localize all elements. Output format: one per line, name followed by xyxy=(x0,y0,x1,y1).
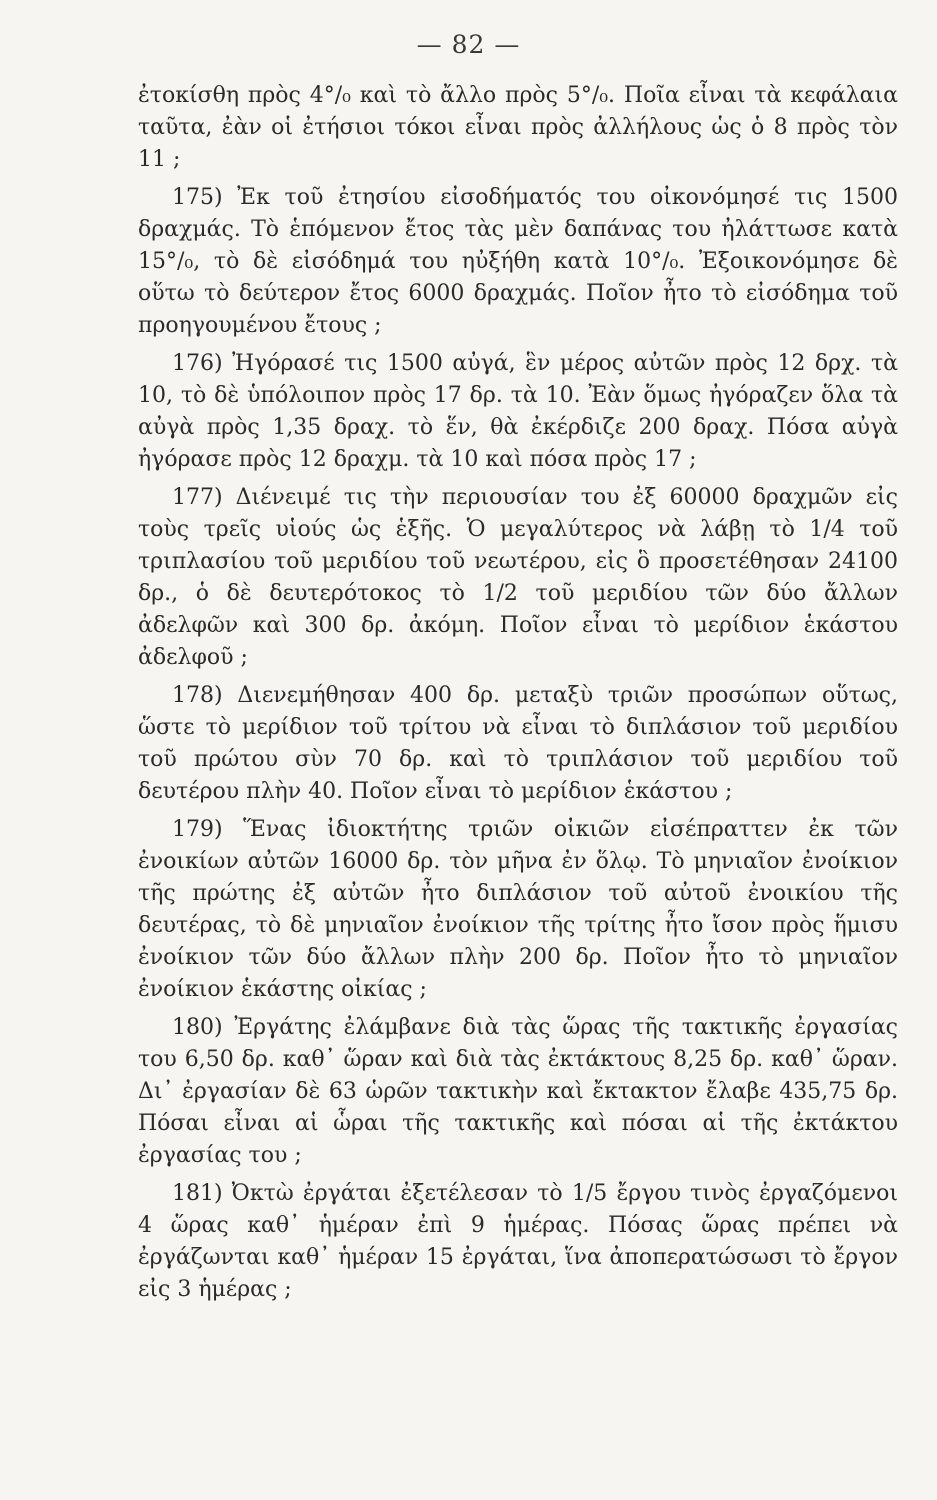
problem-181: 181) Ὀκτὼ ἐργάται ἐξετέλεσαν τὸ 1/5 ἔργου τινὸς ἐργαζόμενοι 4 ὥρας καθ᾽ ἡμέραν ἐπὶ 9 ἡμέρας. Πόσας ὥρας πρέπει νὰ ἐργάζωνται καθ᾽ ἡμέραν 15 ἐργάται, ἵνα ἀποπερατώσωσι τὸ ἔργον εἰς 3 ἡμέρας ; xyxy=(138,1181,898,1302)
paragraph-continuation: ἐτοκίσθη πρὸς 4°/₀ καὶ τὸ ἄλλο πρὸς 5°/₀. Ποῖα εἶναι τὰ κεφάλαια ταῦτα, ἐὰν οἱ ἐτήσιοι τόκοι εἶναι πρὸς ἀλλήλους ὡς ὁ 8 πρὸς τὸν 11 ; xyxy=(138,83,898,172)
problem-177: 177) Διένειμέ τις τὴν περιουσίαν του ἐξ 60000 δραχμῶν εἰς τοὺς τρεῖς υἱούς ὡς ἑξῆς. Ὁ μεγαλύτερος νὰ λάβῃ τὸ 1/4 τοῦ τριπλασίου τοῦ μεριδίου τοῦ νεωτέρου, εἰς ὃ προσετέθησαν 24100 δρ., ὁ δὲ δευτερότοκος τὸ 1/2 τοῦ μεριδίου τῶν δύο ἄλλων ἀδελφῶν καὶ 300 δρ. ἀκόμη. Ποῖον εἶναι τὸ μερίδιον ἑκάστου ἀδελφοῦ ; xyxy=(138,485,898,670)
page-number: — 82 — xyxy=(416,30,521,59)
problem-178: 178) Διενεμήθησαν 400 δρ. μεταξὺ τριῶν προσώπων οὕτως, ὥστε τὸ μερίδιον τοῦ τρίτου νὰ εἶναι τὸ διπλάσιον τοῦ μεριδίου τοῦ πρώτου σὺν 70 δρ. καὶ τὸ τριπλάσιον τοῦ μεριδίου τοῦ δευτέρου πλὴν 40. Ποῖον εἶναι τὸ μερίδιον ἑκάστου ; xyxy=(138,683,898,804)
page-text xyxy=(138,80,898,1312)
problem-180: 180) Ἐργάτης ἐλάμβανε διὰ τὰς ὥρας τῆς τακτικῆς ἐργασίας του 6,50 δρ. καθ᾽ ὥραν καὶ διὰ τὰς ἐκτάκτους 8,25 δρ. καθ᾽ ὥραν. Δι᾽ ἐργασίαν δὲ 63 ὡρῶν τακτικὴν καὶ ἔκτακτον ἔλαβε 435,75 δρ. Πόσαι εἶναι αἱ ὧραι τῆς τακτικῆς καὶ πόσαι αἱ τῆς ἐκτάκτου ἐργασίας του ; xyxy=(138,1015,898,1168)
problem-176: 176) Ἠγόρασέ τις 1500 αὐγά, ἓν μέρος αὐτῶν πρὸς 12 δρχ. τὰ 10, τὸ δὲ ὑπόλοιπον πρὸς 17 δρ. τὰ 10. Ἐὰν ὅμως ἠγόραζεν ὅλα τὰ αὐγὰ πρὸς 1,35 δραχ. τὸ ἕν, θὰ ἐκέρδιζε 200 δραχ. Πόσα αὐγὰ ἠγόρασε πρὸς 12 δραχμ. τὰ 10 καὶ πόσα πρὸς 17 ; xyxy=(138,351,898,472)
problem-179: 179) Ἕνας ἰδιοκτήτης τριῶν οἰκιῶν εἰσέπραττεν ἐκ τῶν ἐνοικίων αὐτῶν 16000 δρ. τὸν μῆνα ἐν ὅλῳ. Τὸ μηνιαῖον ἐνοίκιον τῆς πρώτης ἐξ αὐτῶν ἦτο διπλάσιον τοῦ αὐτοῦ ἐνοικίου τῆς δευτέρας, τὸ δὲ μηνιαῖον ἐνοίκιον τῆς τρίτης ἦτο ἴσον πρὸς ἥμισυ ἐνοίκιον τῶν δύο ἄλλων πλὴν 200 δρ. Ποῖον ἦτο τὸ μηνιαῖον ἐνοίκιον ἑκάστης οἰκίας ; xyxy=(138,817,898,1002)
problem-175: 175) Ἐκ τοῦ ἐτησίου εἰσοδήματός του οἰκονόμησέ τις 1500 δραχμάς. Τὸ ἑπόμενον ἔτος τὰς μὲν δαπάνας του ἠλάττωσε κατὰ 15°/₀, τὸ δὲ εἰσόδημά του ηὐξήθη κατὰ 10°/₀. Ἐξοικονόμησε δὲ οὕτω τὸ δεύτερον ἔτος 6000 δραχμάς. Ποῖον ἦτο τὸ εἰσόδημα τοῦ προηγουμένου ἔτους ; xyxy=(138,185,898,338)
